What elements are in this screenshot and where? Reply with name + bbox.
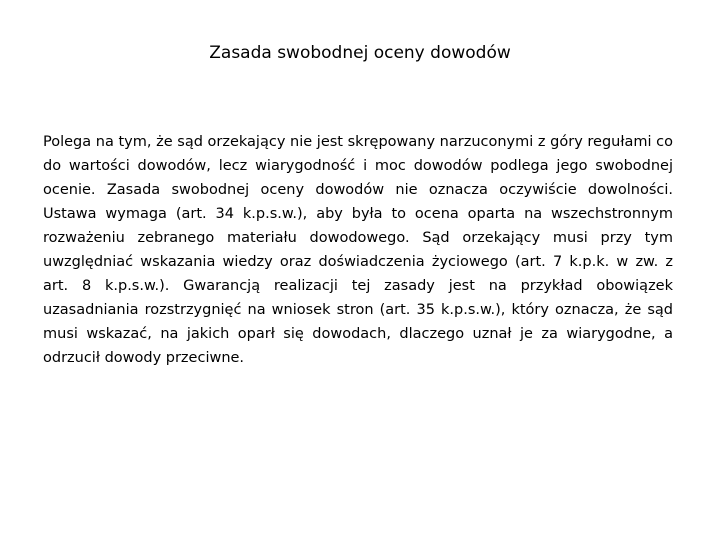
slide-body-text: Polega na tym, że sąd orzekający nie jest skrępowany narzuconymi z góry regułami co do wartości dowodów, lecz wiarygodność i moc dowodów podlega jego swobodnej ocenie. Zasada swobodnej oceny dowodów nie oznacza oczywiście dowolności. Ustawa wymaga (art. 34 k.p.s.w.), aby była to ocena oparta na wszechstronnym rozważeniu zebranego materiału dowodowego. Sąd orzekający musi przy tym uwzględniać wskazania wiedzy oraz doświadczenia życiowego (art. 7 k.p.k. w zw. z art. 8 k.p.s.w.). Gwarancją realizacji tej zasady jest na przykład obowiązek uzasadniania rozstrzygnięć na wniosek stron (art. 35 k.p.s.w.), który oznacza, że sąd musi wskazać, na jakich oparł się dowodach, dlaczego uznał je za wiarygodne, a odrzucił dowody przeciwne. [43,134,673,366]
slide-title: Zasada swobodnej oceny dowodów [209,43,511,63]
